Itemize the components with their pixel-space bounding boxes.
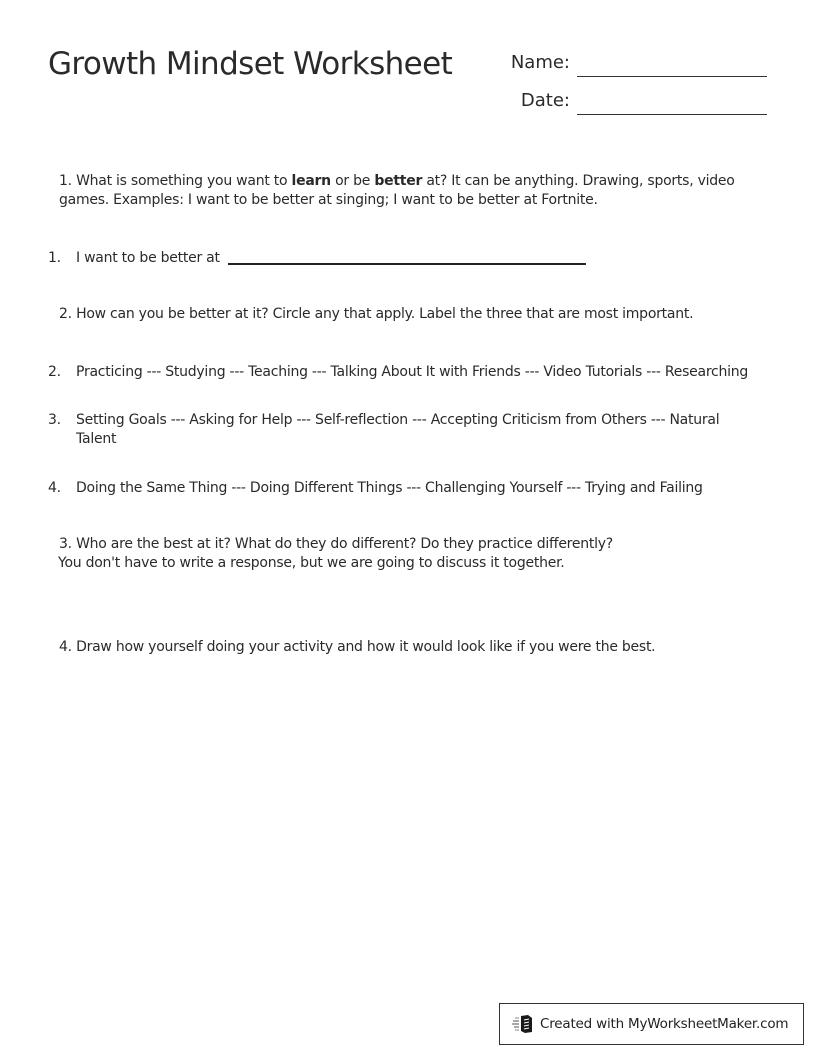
name-label: Name: [510,52,570,73]
list-number: 4. [48,480,61,496]
emphasis-better: better [374,173,423,189]
date-label: Date: [520,90,570,111]
list-number: 2. [48,364,61,380]
answer-blank-line[interactable] [228,263,586,265]
option-list-3 [48,411,773,449]
date-field-line[interactable] [577,114,767,115]
question-number: 4. [59,639,72,655]
footer-text: Created with MyWorksheetMaker.com [540,1016,789,1032]
question-1 [59,172,779,210]
question-number: 3. [59,536,72,552]
option-text: Practicing --- Studying --- Teaching --- Talking About It with Friends --- Video Tutorials --- Researching [76,364,749,380]
list-number: 3. [48,412,61,428]
question-text: How can you be better at it? Circle any that apply. Label the three that are most important. [76,306,694,322]
option-text: Doing the Same Thing --- Doing Different Things --- Challenging Yourself --- Trying and Failing [76,480,703,496]
worksheet-logo-icon [512,1014,534,1034]
question-note: You don't have to write a response, but we are going to discuss it together. [58,555,565,571]
option-list-2 [48,363,773,382]
page-title: Growth Mindset Worksheet [48,46,453,82]
question-text: or be [330,173,375,189]
question-3 [59,535,779,573]
question-2 [59,305,779,324]
question-text: at? It can be anything. Drawing, sports, video games. Examples: I want to be better at singing; I want to be better at Fortnite. [59,173,735,208]
list-number: 1. [48,250,61,266]
question-text: What is something you want to [76,173,292,189]
footer-credit[interactable] [499,1003,804,1045]
option-text: Setting Goals --- Asking for Help --- Self-reflection --- Accepting Criticism from Others --- Natural Talent [76,412,720,447]
question-number: 1. [59,173,72,189]
option-list-4 [48,479,773,498]
answer-item [48,249,773,268]
answer-prompt: I want to be better at [76,250,220,266]
question-text: Who are the best at it? What do they do different? Do they practice differently? [76,536,613,552]
question-text: Draw how yourself doing your activity and how it would look like if you were the best. [76,639,656,655]
emphasis-learn: learn [291,173,331,189]
name-field-line[interactable] [577,76,767,77]
question-number: 2. [59,306,72,322]
question-4 [59,638,779,657]
